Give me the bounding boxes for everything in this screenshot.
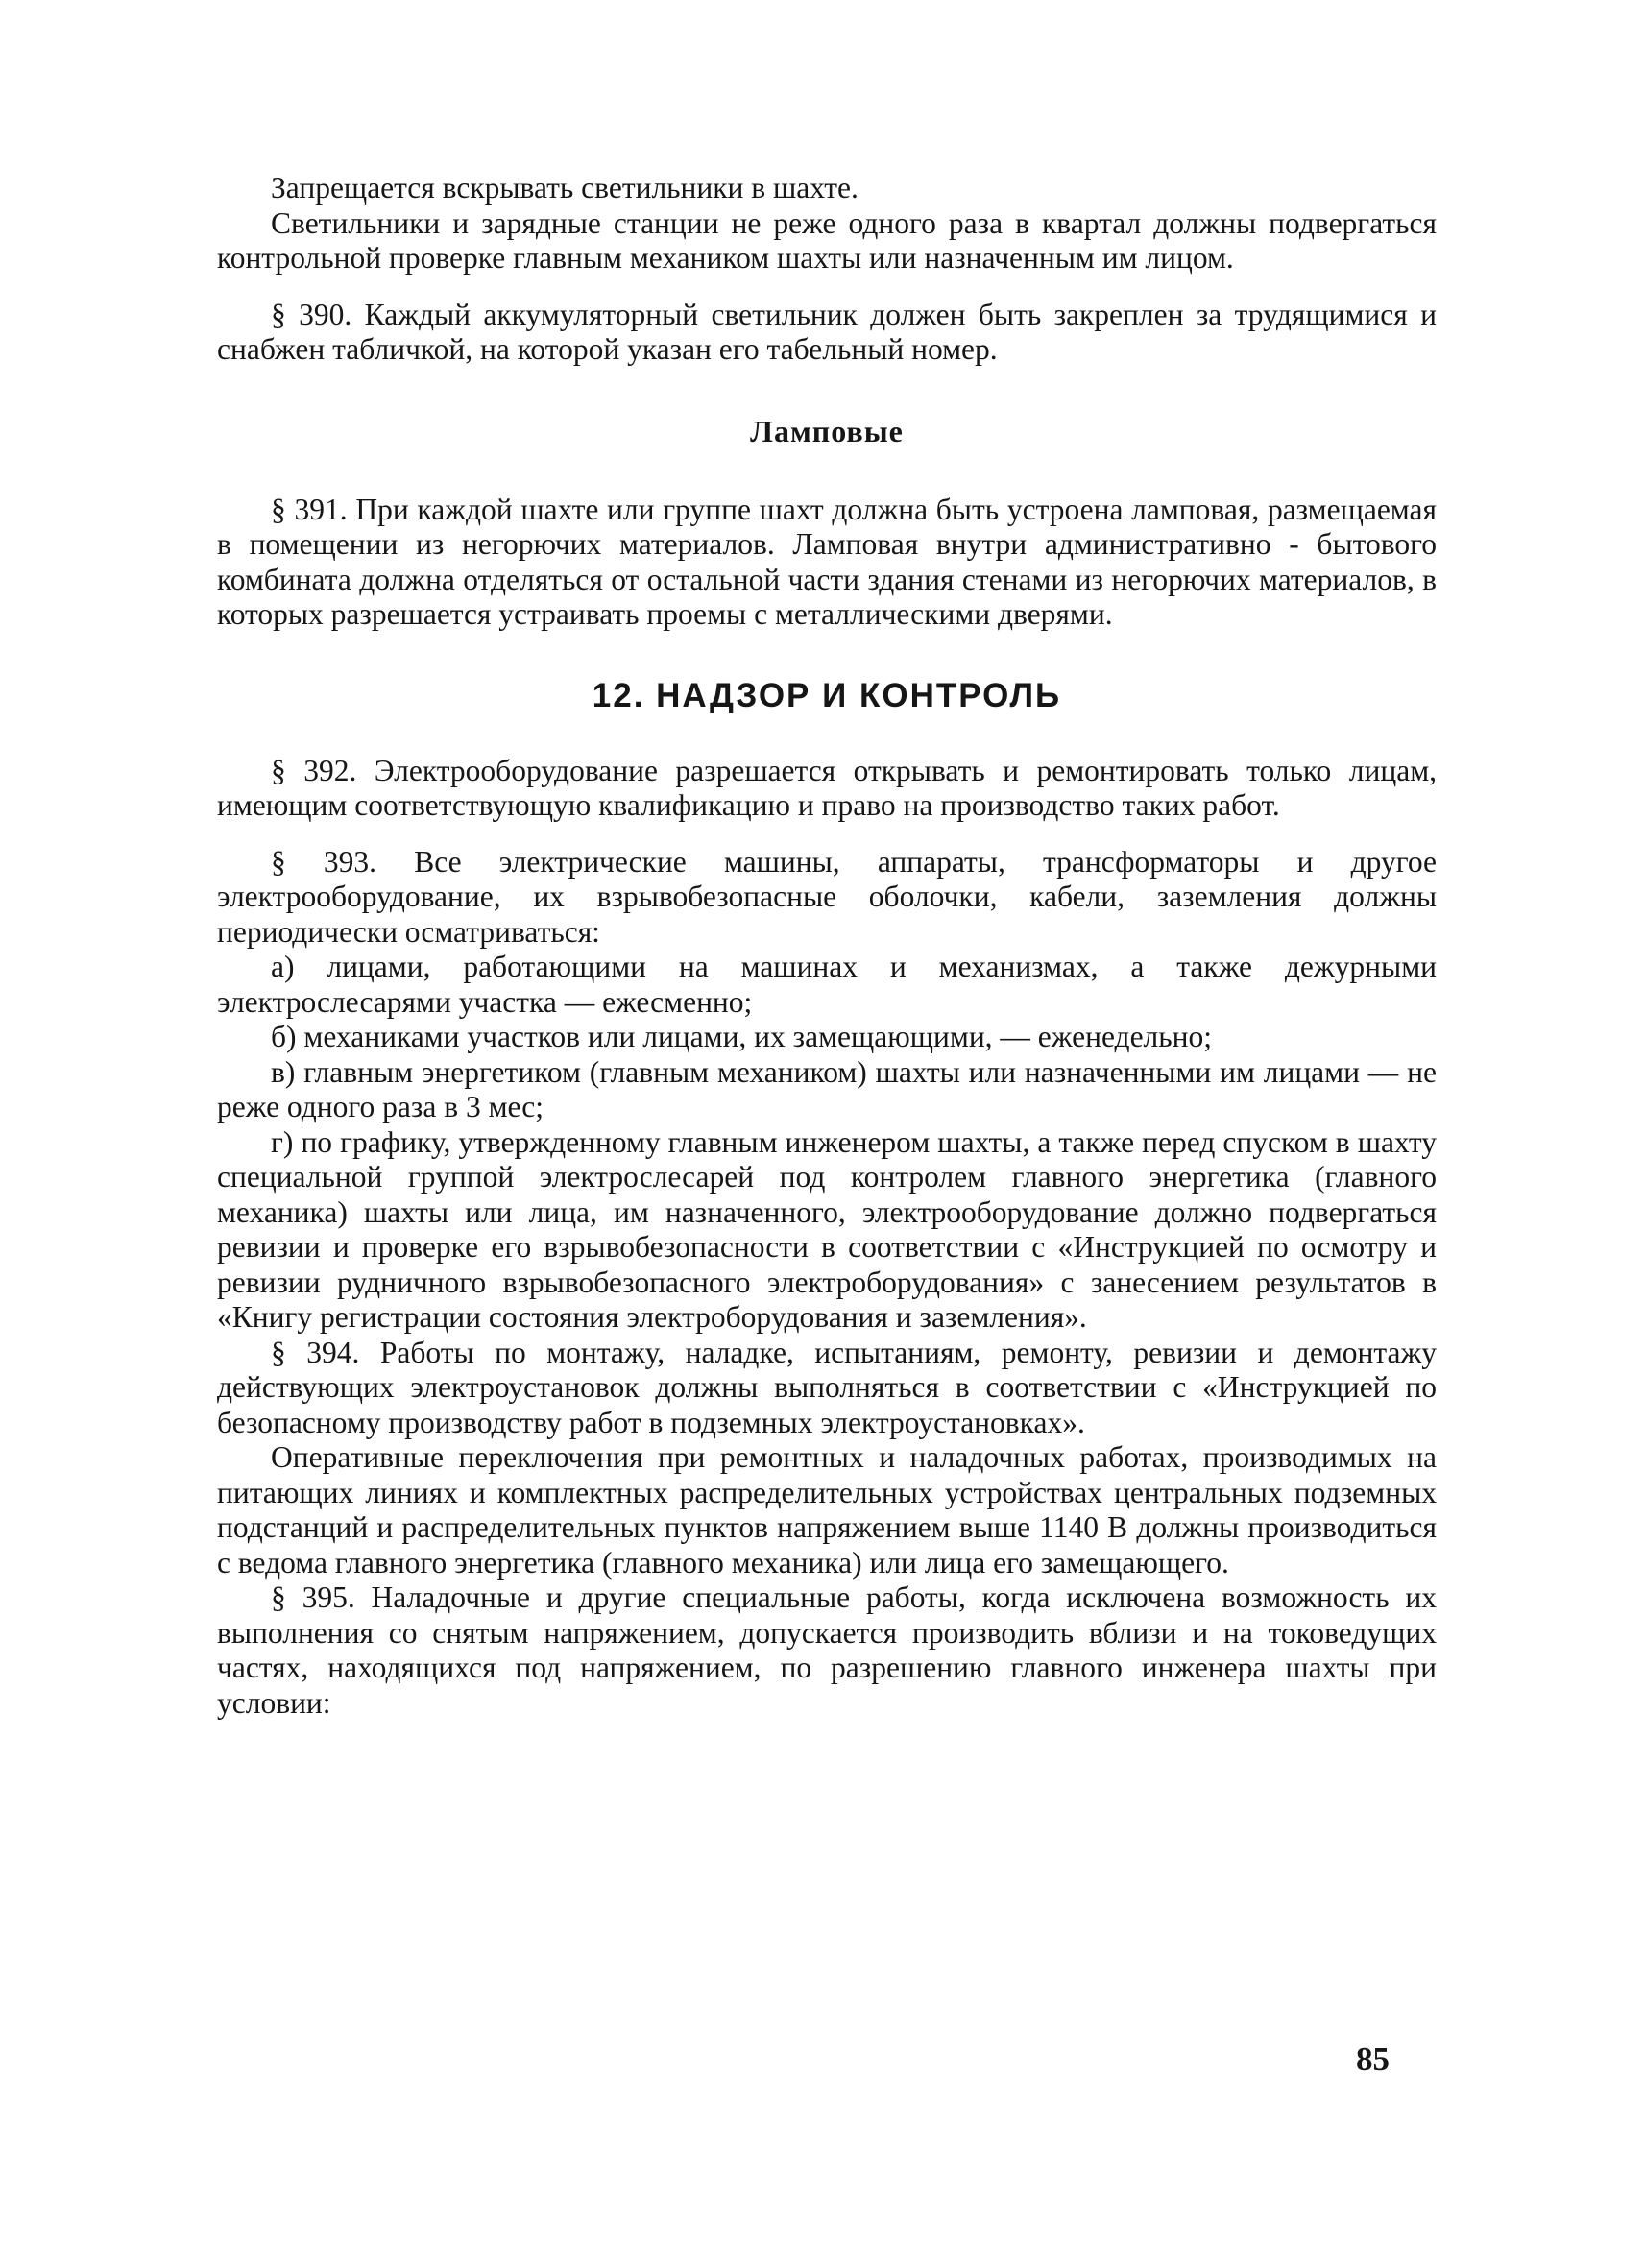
paragraph-394: § 394. Работы по монтажу, наладке, испытаниям, ремонту, ревизии и демонтажу действующих электроустановок должны выполняться в соответствии с «Инструкцией по безопасному производству работ в подземных электроустановках».	[217, 1335, 1437, 1439]
paragraph-394-switching: Оперативные переключения при ремонтных и наладочных работах, производимых на питающих линиях и комплектных распределительных устройствах центральных подземных подстанций и распределительных пунктов напряжением выше 1140 В должны производиться с ведома главного энергетика (главного механика) или лица его замещающего.	[217, 1440, 1437, 1580]
paragraph-393-item-g: г) по графику, утвержденному главным инженером шахты, а также перед спуском в шахту специальной группой электрослесарей под контролем главного энергетика (главного механика) шахты или лица, им назначенного, электрооборудование должно подвергаться ревизии и проверке его взрывобезопасности в соответствии с «Инструкцией по осмотру и ревизии рудничного взрывобезопасного электроборудования» с занесением результатов в «Книгу регистрации состояния электроборудования и заземления».	[217, 1124, 1437, 1334]
paragraph-390: § 390. Каждый аккумуляторный светильник должен быть закреплен за трудящимися и снабжен табличкой, на которой указан его табельный номер.	[217, 297, 1437, 366]
paragraph-395: § 395. Наладочные и другие специальные работы, когда исключена возможность их выполнения со снятым напряжением, допускается производить вблизи и на токоведущих частях, находящихся под напряжением, по разрешению главного инженера шахты при условии:	[217, 1580, 1437, 1720]
paragraph-393-item-a: а) лицами, работающими на машинах и механизмах, а также дежурными электрослесарями участка — ежесменно;	[217, 950, 1437, 1019]
section-heading-supervision: 12. НАДЗОР И КОНТРОЛЬ	[592, 676, 1062, 714]
paragraph-lamp-opening-ban: Запрещается вскрывать светильники в шахте.	[271, 171, 859, 205]
body-text	[217, 171, 1437, 1721]
paragraph-lamp-inspection: Светильники и зарядные станции не реже одного раза в квартал должны подвергаться контрольной проверке главным механиком шахты или назначенным им лицом.	[217, 205, 1437, 275]
paragraph-392: § 392. Электрооборудование разрешается открывать и ремонтировать только лицам, имеющим соответствующую квалификацию и право на производство таких работ.	[217, 753, 1437, 822]
paragraph-393-intro: § 393. Все электрические машины, аппараты, трансформаторы и другое электрооборудование, их взрывобезопасные оболочки, кабели, заземления должны периодически осматриваться:	[217, 844, 1437, 949]
paragraph-393-item-b: б) механиками участков или лицами, их замещающими, — еженедельно;	[271, 1020, 1212, 1053]
paragraph-391: § 391. При каждой шахте или группе шахт должна быть устроена ламповая, размещаемая в помещении из негорючих материалов. Ламповая внутри административно - бытового комбината должна отделяться от остальной части здания стенами из негорючих материалов, в которых разрешается устраивать проемы с металлическими дверями.	[217, 492, 1437, 631]
subheading-lamp-rooms: Ламповые	[750, 413, 904, 448]
paragraph-393-item-v: в) главным энергетиком (главным механиком) шахты или назначенными им лицами — не реже одного раза в 3 мес;	[217, 1054, 1437, 1123]
page-number: 85	[1356, 2040, 1390, 2078]
